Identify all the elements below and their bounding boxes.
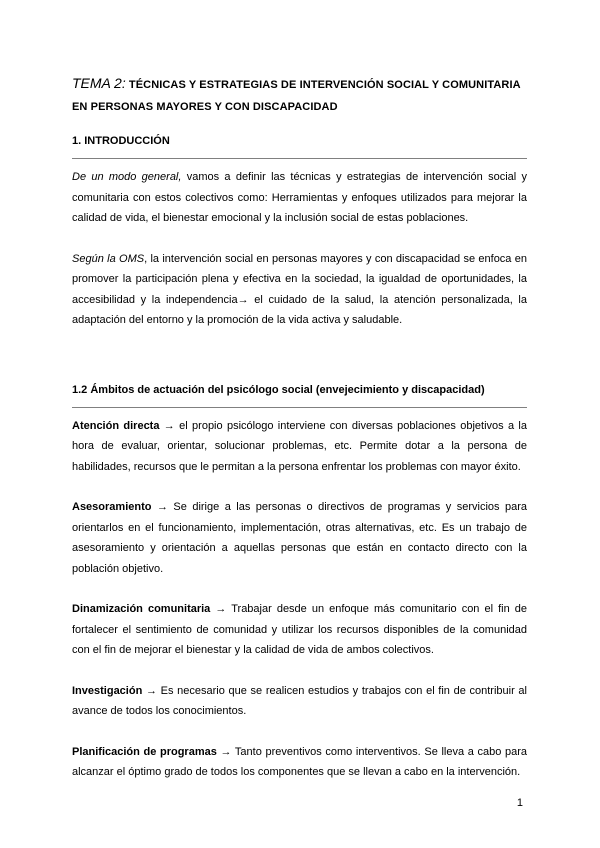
item-text: → Se dirige a las personas o directivos de programas y servicios para orientarlos en el funcionamiento, implementación, otras alternativas, etc. Es un trabajo de asesoramiento y orientación a aquellas personas que están en contacto directo con la población objetivo. (72, 501, 527, 575)
intro-text-2: , la intervención social en personas mayores y con discapacidad se enfoca en promover la participación plena y efectiva en la sociedad, la igualdad de oportunidades, la accesibilidad y la independencia→ el cuidado de la salud, la atención personalizada, la adaptación del entorno y la promoción de la vida activa y saludable. (72, 252, 527, 326)
intro-text-1: vamos a definir las técnicas y estrategias de intervención social y comunitaria con estos colectivos como: Herramientas y enfoques utilizados para mejorar la calidad de vida, el bienestar emocional y la inclusión social de estas poblaciones. (72, 171, 527, 224)
section-heading-introduccion: 1. INTRODUCCIÓN (72, 135, 170, 147)
item-text: → el propio psicólogo interviene con diversas poblaciones objetivos a la hora de evaluar, orientar, solucionar problemas, etc. Permite dotar a la persona de habilidades, recursos que le permitan a la persona enfrentar los problemas con mayor éxito. (72, 419, 527, 473)
intro-lead-1: De un modo general, (72, 171, 182, 183)
item-text: → Tanto preventivos como interventivos. Se lleva a cabo para alcanzar el óptimo grado de todos los componentes que se llevan a cabo en la intervención. (72, 745, 528, 778)
item-term: Planificación de programas (72, 745, 217, 758)
item-text: → Trabajar desde un enfoque más comunitario con el fin de fortalecer el sentimiento de comunidad y utilizar los recursos disponibles de la comunidad con el fin de mejorar el bienestar y la calidad de vida de ambos colectivos. (72, 603, 527, 656)
list-item (72, 497, 527, 579)
section-heading-ambitos: 1.2 Ámbitos de actuación del psicólogo social (envejecimiento y discapacidad) (72, 383, 485, 396)
item-term: Asesoramiento (72, 501, 152, 513)
list-item (72, 599, 527, 661)
list-item (72, 742, 527, 783)
list-item (72, 681, 527, 722)
section-rule (72, 407, 527, 408)
section-rule (72, 158, 527, 159)
item-text: → Es necesario que se realicen estudios y trabajos con el fin de contribuir al avance de todos los conocimientos. (72, 684, 527, 717)
item-term: Investigación (72, 684, 143, 697)
title-number: 2: (114, 75, 126, 91)
item-term: Atención directa (72, 419, 160, 432)
title-line2: EN PERSONAS MAYORES Y CON DISCAPACIDAD (72, 101, 338, 113)
intro-paragraph-1 (72, 167, 527, 229)
title-tema: TEMA (72, 75, 111, 91)
title-line1: TÉCNICAS Y ESTRATEGIAS DE INTERVENCIÓN SOCIAL Y COMUNITARIA (125, 79, 521, 91)
page-number: 1 (516, 797, 523, 809)
item-term: Dinamización comunitaria (72, 603, 211, 615)
list-item (72, 416, 527, 478)
document-title (72, 72, 527, 118)
intro-paragraph-2 (72, 249, 527, 331)
document-page (72, 72, 527, 783)
intro-lead-2: Según la OMS (72, 252, 145, 265)
